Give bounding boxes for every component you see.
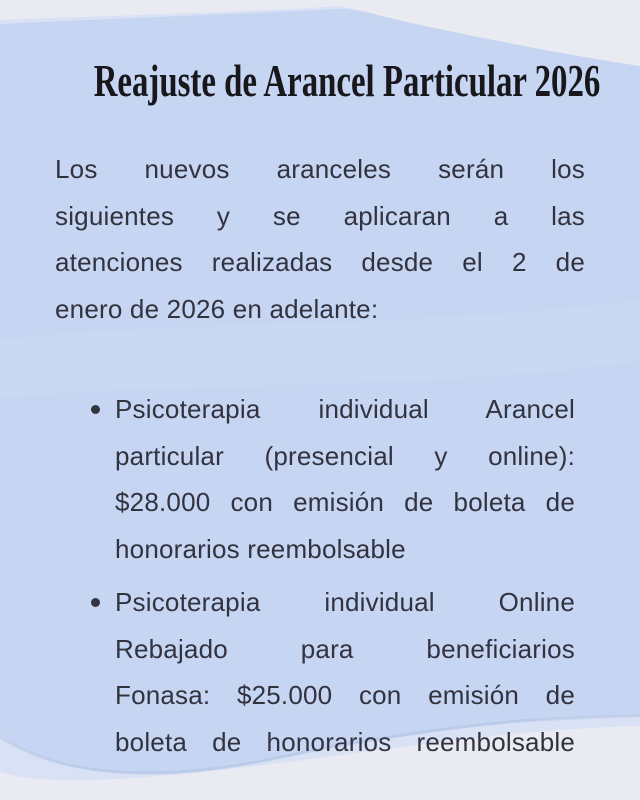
text-line: atenciones realizadas desde el 2 de <box>55 247 585 277</box>
text-line: boleta de honorarios reembolsable <box>115 726 575 757</box>
bullet-icon <box>91 598 100 607</box>
text-line: Psicoterapia individual Online <box>115 587 575 617</box>
fee-list-item <box>115 579 575 765</box>
page-title <box>0 56 640 106</box>
text-line: particular (presencial y online): <box>115 440 575 471</box>
intro-paragraph <box>55 146 585 332</box>
fee-list <box>115 386 575 772</box>
fee-list-item <box>115 386 575 572</box>
text-line: siguientes y se aplicaran a las <box>55 200 585 231</box>
text-line: Fonasa: $25.000 con emisión de <box>115 680 575 710</box>
bullet-icon <box>91 405 100 414</box>
text-line: honorarios reembolsable <box>115 533 406 564</box>
text-line: enero de 2026 en adelante: <box>55 293 379 324</box>
text-line: Psicoterapia individual Arancel <box>115 394 575 424</box>
page-title-text: Reajuste de Arancel Particular 2026 <box>93 56 601 106</box>
text-line: Los nuevos aranceles serán los <box>55 154 585 184</box>
text-line: Rebajado para beneficiarios <box>115 633 575 664</box>
text-line: $28.000 con emisión de boleta de <box>115 487 575 517</box>
